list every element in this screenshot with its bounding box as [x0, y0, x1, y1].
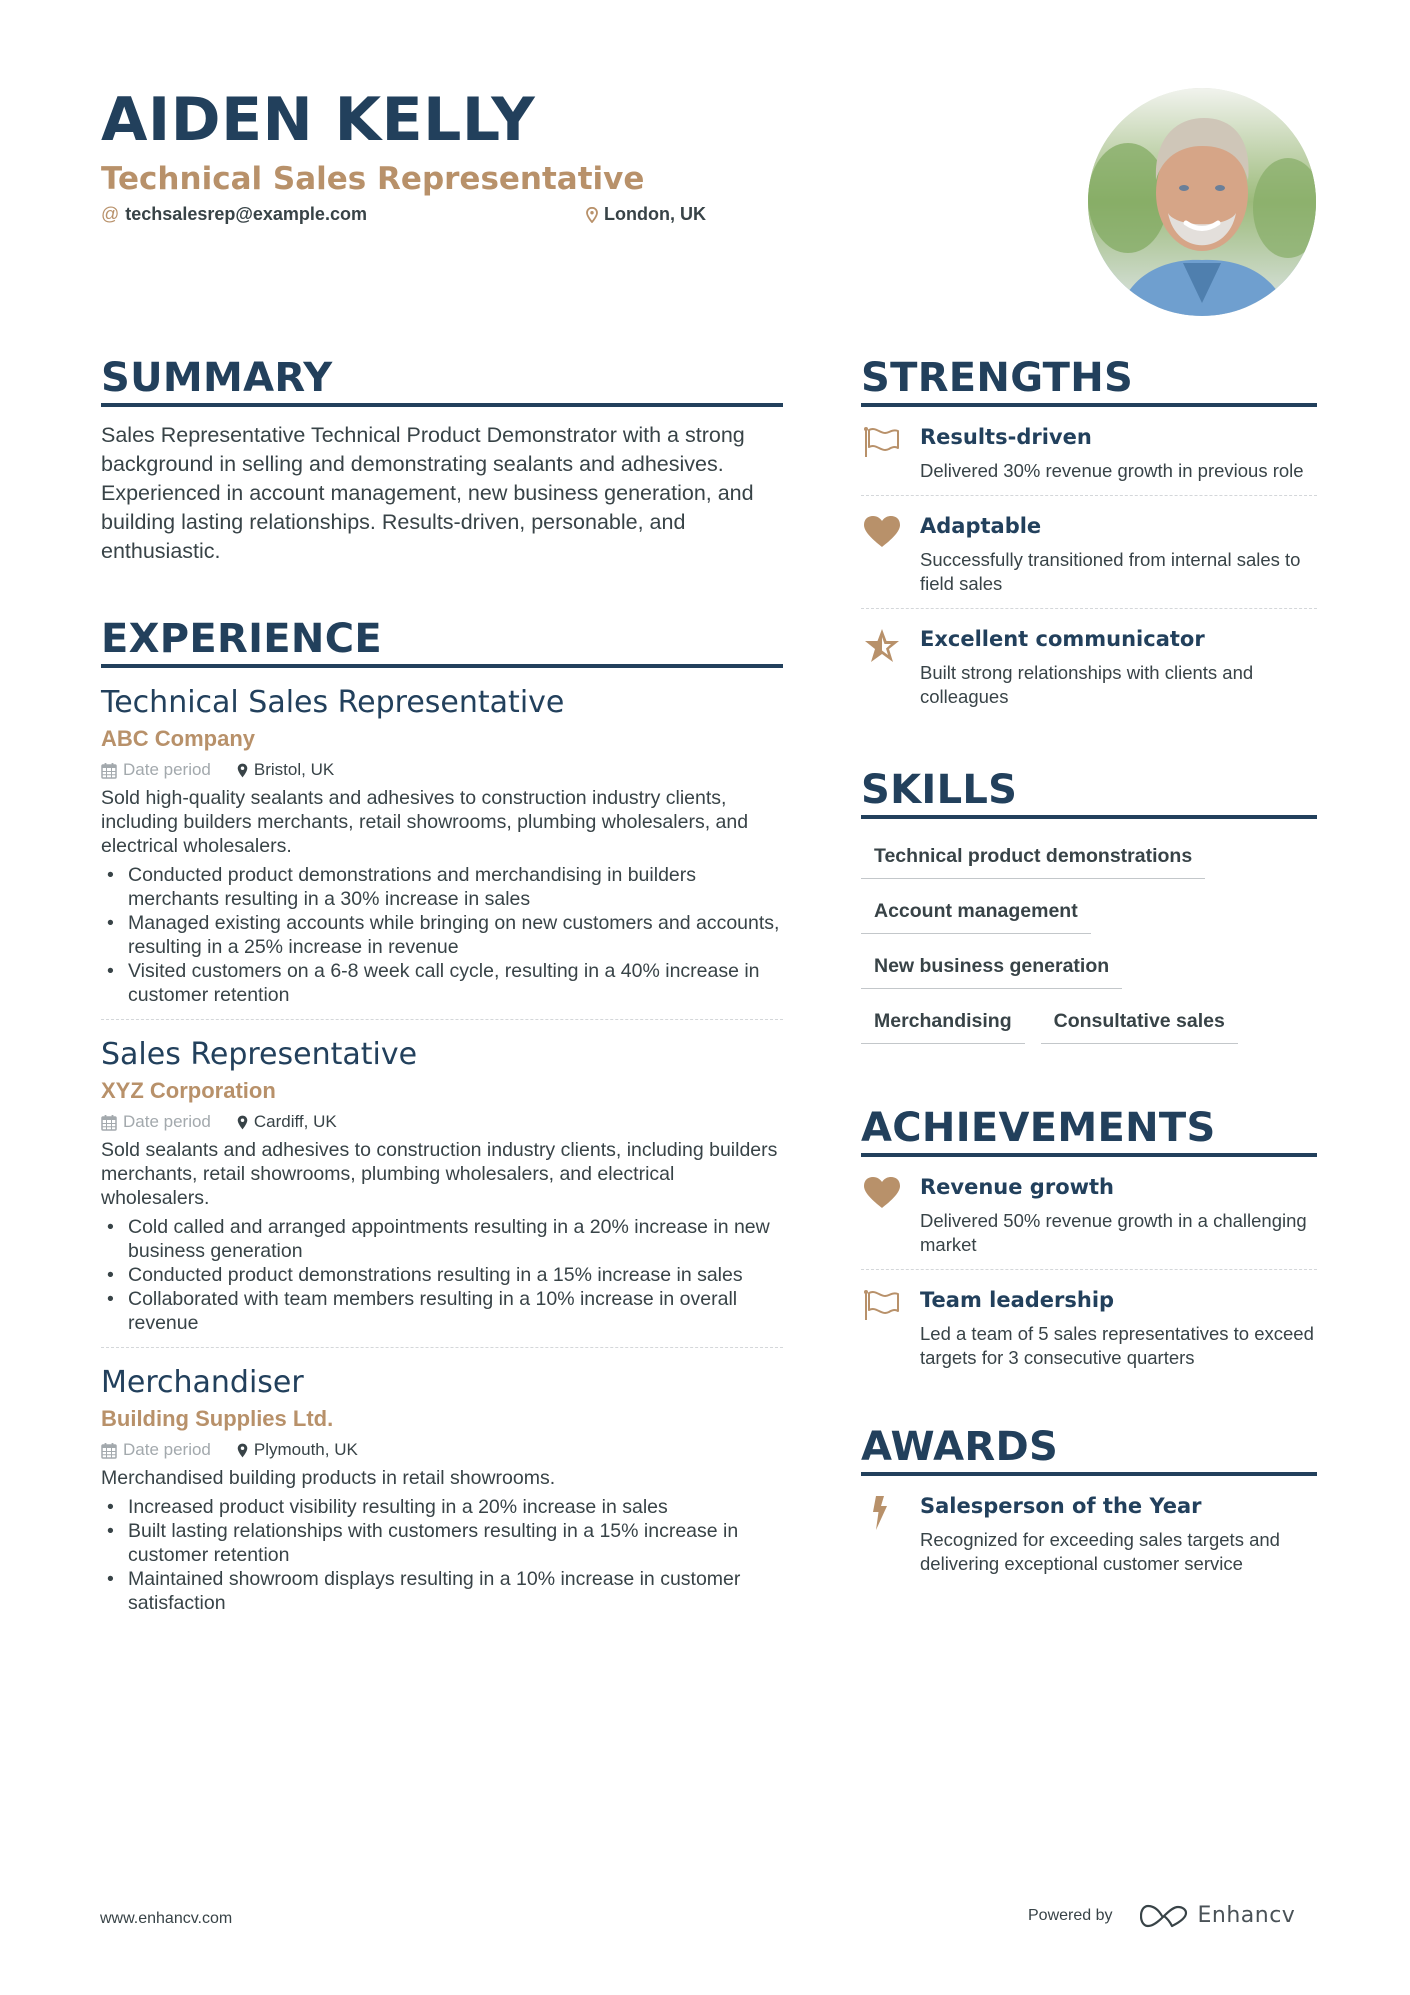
job-date: [101, 1110, 211, 1134]
heart-icon: [861, 512, 920, 596]
job-date-text: Date period: [123, 1440, 211, 1459]
footer-branding[interactable]: [1028, 1903, 1295, 1928]
skills-section: [861, 765, 1317, 1051]
job-bullets: [101, 1215, 783, 1335]
map-pin-icon: [237, 1115, 248, 1130]
calendar-icon: [101, 1442, 117, 1459]
footer-website-link[interactable]: www.enhancv.com: [100, 1910, 233, 1927]
job-description: Merchandised building products in retail showrooms.: [101, 1467, 556, 1489]
job-meta: [101, 1438, 783, 1462]
section-heading-summary: SUMMARY: [101, 355, 333, 401]
job-date: [101, 1438, 211, 1462]
job-title: Sales Representative: [101, 1037, 418, 1072]
job-title: Technical Sales Representative: [101, 685, 565, 720]
job-meta: [101, 1110, 783, 1134]
job-bullet: • Increased product visibility resulting in a 20% increase in sales: [101, 1495, 783, 1519]
contact-row: [101, 204, 1001, 230]
experience-section: [101, 614, 783, 1615]
strength-item: [861, 609, 1317, 721]
location-text: London, UK: [604, 204, 706, 224]
flag-icon: [861, 1286, 920, 1370]
company-name: XYZ Corporation: [101, 1078, 276, 1103]
skills-list: [861, 819, 1317, 1051]
map-pin-icon: [237, 1443, 248, 1458]
strength-description: Built strong relationships with clients and colleagues: [920, 662, 1254, 707]
job-date-text: Date period: [123, 760, 211, 779]
skill-tag: Account management: [861, 886, 1091, 934]
candidate-title: Technical Sales Representative: [101, 161, 645, 197]
profile-photo: [1088, 88, 1316, 316]
achievement-description: Delivered 50% revenue growth in a challenging market: [920, 1210, 1307, 1255]
calendar-icon: [101, 1114, 117, 1131]
achievement-description: Led a team of 5 sales representatives to exceed targets for 3 consecutive quarters: [920, 1323, 1314, 1368]
section-heading-achievements: ACHIEVEMENTS: [861, 1105, 1216, 1151]
job-description: Sold sealants and adhesives to construction industry clients, including builders merchants, retail showrooms, plumbing wholesalers, and electrical wholesalers.: [101, 1139, 778, 1209]
summary-section: [101, 353, 783, 566]
job-location: [237, 1438, 358, 1462]
job-bullet: • Cold called and arranged appointments resulting in a 20% increase in new business generation: [101, 1215, 783, 1263]
strength-item: [861, 407, 1317, 495]
achievement-title: Team leadership: [920, 1288, 1115, 1312]
map-pin-icon: [237, 763, 248, 778]
job-location-text: Bristol, UK: [253, 760, 335, 779]
job-date-text: Date period: [123, 1112, 211, 1131]
job-bullet: • Managed existing accounts while bringing on new customers and accounts, resulting in a 25% increase in revenue: [101, 911, 783, 959]
job-meta: [101, 758, 783, 782]
skill-tag: Consultative sales: [1041, 996, 1238, 1044]
star-icon: [861, 625, 920, 709]
job-bullet: • Conducted product demonstrations resulting in a 15% increase in sales: [101, 1263, 783, 1287]
job-location: [237, 1110, 337, 1134]
section-heading-skills: SKILLS: [861, 767, 1018, 813]
email-text: techsalesrep@example.com: [125, 204, 367, 224]
flag-icon: [861, 423, 920, 483]
award-item: [861, 1476, 1317, 1588]
experience-entry: [101, 668, 783, 1020]
job-bullet: • Collaborated with team members resulting in a 10% increase in overall revenue: [101, 1287, 783, 1335]
resume-header: [101, 84, 1001, 230]
job-location: [237, 758, 334, 782]
award-description: Recognized for exceeding sales targets and delivering exceptional customer service: [920, 1529, 1280, 1574]
calendar-icon: [101, 762, 117, 779]
skill-tag: New business generation: [861, 941, 1122, 989]
enhancv-logo-icon: [1140, 1904, 1188, 1928]
section-rule: [101, 403, 783, 407]
job-bullets: [101, 1495, 783, 1615]
skill-tag: Merchandising: [861, 996, 1025, 1044]
achievement-item: [861, 1270, 1317, 1382]
company-name: ABC Company: [101, 726, 256, 751]
achievement-item: [861, 1157, 1317, 1269]
job-location-text: Plymouth, UK: [253, 1440, 358, 1459]
strength-title: Excellent communicator: [920, 627, 1205, 651]
achievements-section: [861, 1103, 1317, 1382]
job-location-text: Cardiff, UK: [253, 1112, 337, 1131]
map-pin-icon: [586, 207, 598, 223]
experience-entry: [101, 1020, 783, 1348]
strength-description: Delivered 30% revenue growth in previous role: [920, 460, 1304, 481]
strength-item: [861, 496, 1317, 608]
strength-description: Successfully transitioned from internal sales to field sales: [920, 549, 1301, 594]
section-heading-strengths: STRENGTHS: [861, 355, 1134, 401]
strength-title: Adaptable: [920, 514, 1042, 538]
job-description: Sold high-quality sealants and adhesives to construction industry clients, including builders merchants, retail showrooms, plumbing wholesalers, and electrical wholesalers.: [101, 787, 749, 857]
strength-title: Results-driven: [920, 425, 1092, 449]
job-bullet: • Maintained showroom displays resulting in a 10% increase in customer satisfaction: [101, 1567, 783, 1615]
at-icon: @: [101, 204, 120, 224]
job-date: [101, 758, 211, 782]
award-title: Salesperson of the Year: [920, 1494, 1202, 1518]
profile-photo-illustration: [1088, 88, 1316, 316]
job-title: Merchandiser: [101, 1365, 304, 1400]
enhancv-logo-text: Enhancv: [1197, 1903, 1296, 1928]
job-bullet: • Visited customers on a 6-8 week call cycle, resulting in a 40% increase in customer retention: [101, 959, 783, 1007]
left-column: [101, 353, 783, 1615]
achievement-title: Revenue growth: [920, 1175, 1115, 1199]
skill-tag: Technical product demonstrations: [861, 831, 1205, 879]
lightning-bolt-icon: [861, 1492, 920, 1576]
job-bullet: • Built lasting relationships with customers resulting in a 15% increase in customer retention: [101, 1519, 783, 1567]
experience-entry: [101, 1348, 783, 1615]
strengths-section: [861, 353, 1317, 721]
company-name: Building Supplies Ltd.: [101, 1406, 334, 1431]
heart-icon: [861, 1173, 920, 1257]
job-bullet: • Conducted product demonstrations and merchandising in builders merchants resulting in a 30% increase in sales: [101, 863, 783, 911]
candidate-name: AIDEN KELLY: [101, 85, 536, 155]
email-contact[interactable]: [101, 204, 367, 225]
job-bullets: [101, 863, 783, 1007]
location-contact: [586, 204, 706, 225]
section-heading-experience: EXPERIENCE: [101, 616, 382, 662]
section-heading-awards: AWARDS: [861, 1424, 1059, 1470]
right-column: [861, 353, 1317, 1588]
awards-section: [861, 1422, 1317, 1588]
summary-text: Sales Representative Technical Product Demonstrator with a strong background in selling and demonstrating sealants and adhesives. Experienced in account management, new business generation, and building lasting relationships. Results-driven, personable, and enthusiastic.: [101, 423, 754, 563]
powered-by-label: Powered by: [1028, 1906, 1113, 1924]
